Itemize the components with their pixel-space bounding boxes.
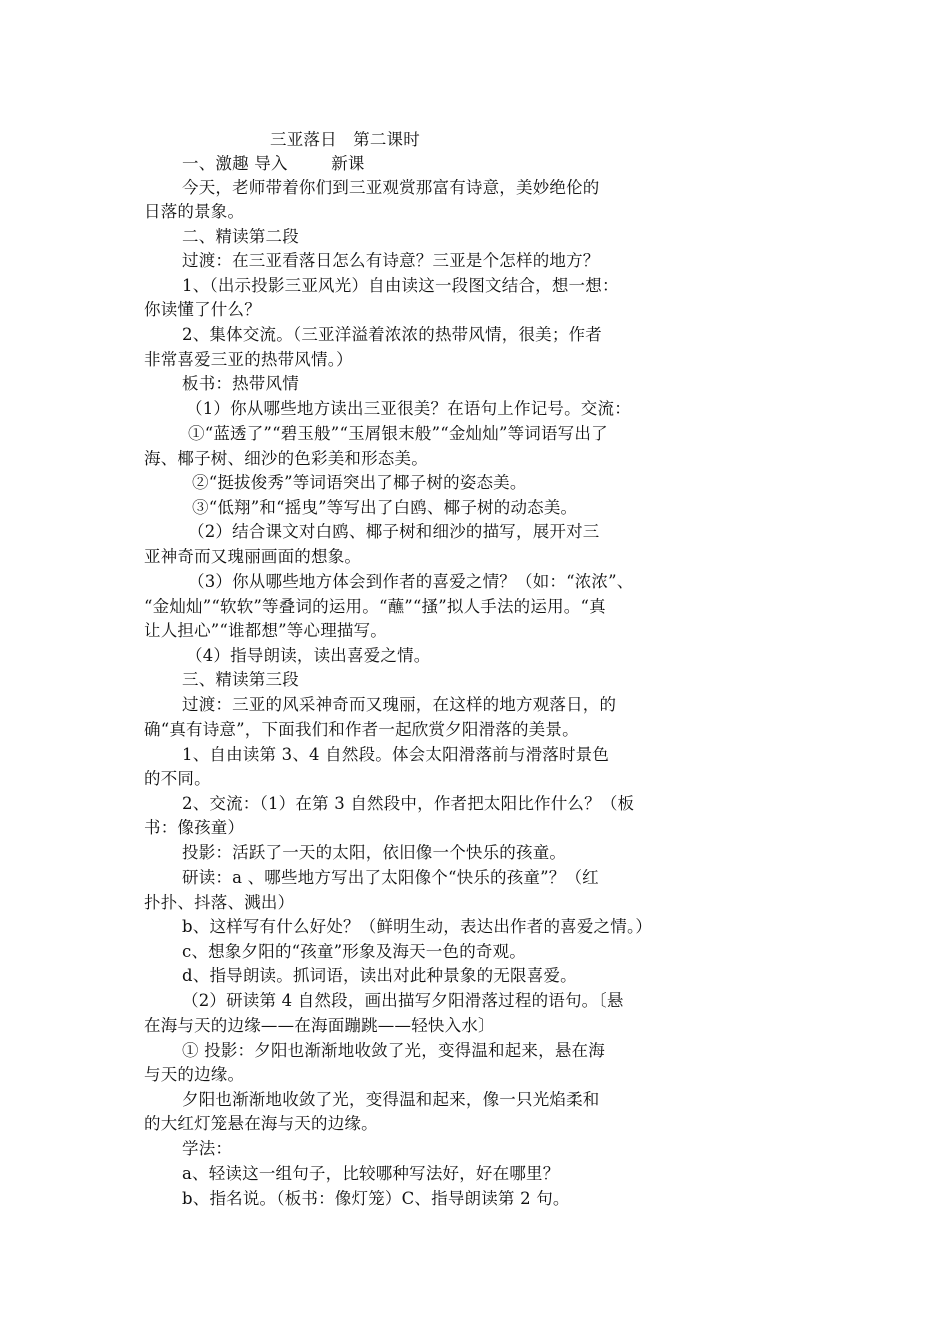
text-line: ③“低翔”和“摇曳”等写出了白鸥、椰子树的动态美。 bbox=[192, 498, 578, 517]
text-line: 学法： bbox=[182, 1139, 233, 1158]
text-line: 夕阳也渐渐地收敛了光，变得温和起来，像一只光焰柔和 bbox=[182, 1090, 600, 1109]
text-line: 的不同。 bbox=[144, 769, 211, 788]
text-line: 你读懂了什么？ bbox=[144, 300, 261, 319]
text-line: 2、交流：（1）在第 3 自然段中，作者把太阳比作什么？（板 bbox=[182, 794, 635, 813]
text-line: （2）研读第 4 自然段，画出描写夕阳滑落过程的语句。〔悬 bbox=[182, 991, 624, 1010]
document-title: 三亚落日 第二课时 bbox=[270, 130, 420, 149]
text-line: 书：像孩童） bbox=[144, 818, 245, 837]
text-line: “金灿灿”“软软”等叠词的运用。“蘸”“搔”拟人手法的运用。“真 bbox=[144, 597, 606, 616]
text-line: ① 投影：夕阳也渐渐地收敛了光，变得温和起来，悬在海 bbox=[182, 1041, 605, 1060]
text-line: 过渡：在三亚看落日怎么有诗意？三亚是个怎样的地方？ bbox=[182, 251, 600, 270]
text-line: 的大红灯笼悬在海与天的边缘。 bbox=[144, 1114, 378, 1133]
text-line: 研读：a 、哪些地方写出了太阳像个“快乐的孩童”？（红 bbox=[182, 868, 599, 887]
text-line: 过渡：三亚的风采神奇而又瑰丽，在这样的地方观落日，的 bbox=[182, 695, 617, 714]
text-line: c、想象夕阳的“孩童”形象及海天一色的奇观。 bbox=[182, 942, 527, 961]
text-line: 1、自由读第 3、4 自然段。体会太阳滑落前与滑落时景色 bbox=[182, 745, 610, 764]
text-line: 1、（出示投影三亚风光）自由读这一段图文结合，想一想： bbox=[182, 276, 619, 295]
text-line: 亚神奇而又瑰丽画面的想象。 bbox=[144, 547, 362, 566]
text-line: 二、精读第二段 bbox=[182, 227, 299, 246]
text-line: 今天，老师带着你们到三亚观赏那富有诗意，美妙绝伦的 bbox=[182, 178, 600, 197]
text-line: （2）结合课文对白鸥、椰子树和细沙的描写，展开对三 bbox=[188, 522, 600, 541]
text-line: 确“真有诗意”，下面我们和作者一起欣赏夕阳滑落的美景。 bbox=[144, 720, 579, 739]
text-line: 海、椰子树、细沙的色彩美和形态美。 bbox=[144, 449, 428, 468]
text-line: b、这样写有什么好处？（鲜明生动，表达出作者的喜爱之情。） bbox=[182, 917, 653, 936]
text-line: ①“蓝透了”“碧玉般”“玉屑银末般”“金灿灿”等词语写出了 bbox=[188, 424, 608, 443]
text-line: 投影：活跃了一天的太阳，依旧像一个快乐的孩童。 bbox=[182, 843, 567, 862]
text-line: d、指导朗读。抓词语，读出对此种景象的无限喜爱。 bbox=[182, 966, 577, 985]
text-line: b、指名说。（板书：像灯笼）C、指导朗读第 2 句。 bbox=[182, 1189, 570, 1208]
text-line: （1）你从哪些地方读出三亚很美？在语句上作记号。交流： bbox=[186, 399, 631, 418]
text-line: 三、精读第三段 bbox=[182, 670, 299, 689]
text-line: （4）指导朗读，读出喜爱之情。 bbox=[186, 646, 431, 665]
text-line: ②“挺拔俊秀”等词语突出了椰子树的姿态美。 bbox=[192, 473, 527, 492]
text-line: 扑扑、抖落、溅出） bbox=[144, 893, 295, 912]
text-line: 在海与天的边缘——在海面蹦跳——轻快入水〕 bbox=[144, 1016, 495, 1035]
text-line: （3）你从哪些地方体会到作者的喜爱之情？（如：“浓浓”、 bbox=[188, 572, 634, 591]
text-line: a、轻读这一组句子，比较哪种写法好，好在哪里？ bbox=[182, 1164, 560, 1183]
text-line: 与天的边缘。 bbox=[144, 1065, 245, 1084]
text-line: 日落的景象。 bbox=[144, 202, 245, 221]
text-line: 2、集体交流。（三亚洋溢着浓浓的热带风情，很美；作者 bbox=[182, 325, 602, 344]
text-line: 让人担心”“谁都想”等心理描写。 bbox=[144, 621, 388, 640]
text-line: 板书：热带风情 bbox=[182, 374, 299, 393]
text-line: 一、激趣 导入 新课 bbox=[182, 154, 365, 173]
text-line: 非常喜爱三亚的热带风情。） bbox=[144, 350, 353, 369]
